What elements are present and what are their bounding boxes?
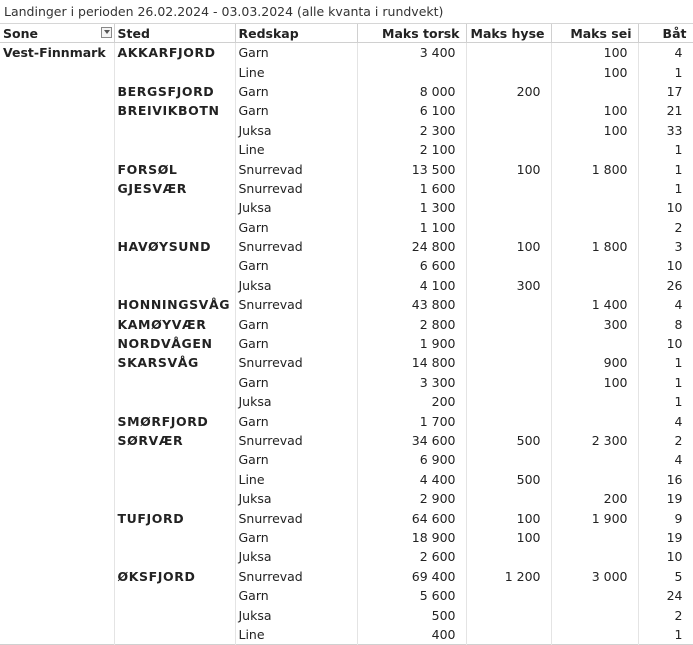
cell-sone[interactable] [0, 179, 114, 198]
cell-bat[interactable]: 4 [638, 43, 693, 63]
cell-maks-hyse[interactable] [466, 605, 551, 624]
cell-sted[interactable]: TUFJORD [114, 508, 235, 527]
cell-bat[interactable]: 4 [638, 295, 693, 314]
table-row [0, 373, 693, 392]
cell-maks-torsk[interactable]: 2 900 [357, 489, 466, 508]
cell-bat[interactable]: 4 [638, 450, 693, 469]
cell-maks-sei[interactable] [551, 411, 638, 430]
cell-maks-hyse[interactable] [466, 547, 551, 566]
cell-redskap[interactable]: Garn [235, 101, 357, 120]
cell-sted[interactable]: ØKSFJORD [114, 567, 235, 586]
column-header-maks-hyse[interactable]: Maks hyse [466, 24, 551, 43]
cell-maks-torsk[interactable]: 400 [357, 625, 466, 645]
cell-redskap[interactable]: Garn [235, 256, 357, 275]
cell-sone[interactable] [0, 82, 114, 101]
cell-maks-hyse[interactable] [466, 373, 551, 392]
cell-sone[interactable] [0, 547, 114, 566]
cell-maks-sei[interactable] [551, 256, 638, 275]
cell-maks-hyse[interactable] [466, 392, 551, 411]
cell-maks-hyse[interactable] [466, 121, 551, 140]
cell-sone[interactable] [0, 411, 114, 430]
cell-maks-hyse[interactable] [466, 411, 551, 430]
cell-sone[interactable] [0, 470, 114, 489]
cell-sted[interactable]: FORSØL [114, 159, 235, 178]
cell-bat[interactable]: 10 [638, 198, 693, 217]
cell-redskap[interactable]: Snurrevad [235, 179, 357, 198]
cell-maks-sei[interactable]: 900 [551, 353, 638, 372]
cell-maks-torsk[interactable]: 14 800 [357, 353, 466, 372]
cell-redskap[interactable]: Juksa [235, 198, 357, 217]
table-row [0, 508, 693, 527]
cell-sted[interactable] [114, 586, 235, 605]
table-row [0, 140, 693, 159]
cell-maks-hyse[interactable] [466, 140, 551, 159]
cell-sted[interactable] [114, 198, 235, 217]
cell-bat[interactable]: 1 [638, 353, 693, 372]
cell-maks-hyse[interactable] [466, 586, 551, 605]
cell-maks-torsk[interactable]: 4 400 [357, 470, 466, 489]
table-row [0, 276, 693, 295]
cell-sted[interactable] [114, 373, 235, 392]
table-row [0, 470, 693, 489]
table-row [0, 179, 693, 198]
cell-sted[interactable] [114, 256, 235, 275]
cell-redskap[interactable]: Garn [235, 411, 357, 430]
cell-redskap[interactable]: Juksa [235, 547, 357, 566]
cell-maks-torsk[interactable]: 1 600 [357, 179, 466, 198]
column-header-maks-torsk[interactable]: Maks torsk [357, 24, 466, 43]
cell-maks-sei[interactable]: 2 300 [551, 431, 638, 450]
cell-maks-torsk[interactable]: 3 300 [357, 373, 466, 392]
cell-maks-torsk[interactable]: 34 600 [357, 431, 466, 450]
cell-bat[interactable]: 1 [638, 179, 693, 198]
cell-sone[interactable] [0, 392, 114, 411]
cell-sone[interactable] [0, 431, 114, 450]
cell-sone[interactable] [0, 528, 114, 547]
cell-maks-hyse[interactable] [466, 179, 551, 198]
cell-sone[interactable] [0, 198, 114, 217]
table-row [0, 353, 693, 372]
cell-maks-hyse[interactable] [466, 198, 551, 217]
table-row [0, 625, 693, 645]
cell-maks-sei[interactable]: 100 [551, 62, 638, 81]
cell-redskap[interactable]: Garn [235, 528, 357, 547]
column-header-maks-sei[interactable]: Maks sei [551, 24, 638, 43]
table-body [0, 43, 693, 645]
cell-maks-sei[interactable] [551, 392, 638, 411]
cell-sted[interactable]: HONNINGSVÅG [114, 295, 235, 314]
cell-sone[interactable] [0, 450, 114, 469]
cell-maks-torsk[interactable] [357, 62, 466, 81]
cell-maks-sei[interactable] [551, 586, 638, 605]
cell-maks-hyse[interactable] [466, 101, 551, 120]
cell-bat[interactable]: 4 [638, 411, 693, 430]
cell-maks-hyse[interactable] [466, 62, 551, 81]
cell-maks-sei[interactable] [551, 140, 638, 159]
cell-bat[interactable]: 1 [638, 625, 693, 645]
cell-redskap[interactable]: Snurrevad [235, 431, 357, 450]
cell-maks-hyse[interactable] [466, 489, 551, 508]
cell-maks-sei[interactable]: 1 400 [551, 295, 638, 314]
cell-maks-sei[interactable] [551, 605, 638, 624]
cell-maks-hyse[interactable] [466, 295, 551, 314]
cell-sone[interactable] [0, 605, 114, 624]
cell-bat[interactable]: 1 [638, 62, 693, 81]
cell-maks-sei[interactable]: 200 [551, 489, 638, 508]
cell-redskap[interactable]: Garn [235, 82, 357, 101]
cell-redskap[interactable]: Snurrevad [235, 295, 357, 314]
cell-bat[interactable]: 10 [638, 334, 693, 353]
table-row [0, 237, 693, 256]
column-header-bat[interactable]: Båt [638, 24, 693, 43]
cell-sted[interactable] [114, 218, 235, 237]
cell-redskap[interactable]: Line [235, 470, 357, 489]
filter-icon[interactable] [101, 27, 112, 38]
cell-bat[interactable]: 2 [638, 218, 693, 237]
cell-sted[interactable]: SKARSVÅG [114, 353, 235, 372]
column-header-sone[interactable] [0, 24, 114, 43]
cell-maks-torsk[interactable]: 5 600 [357, 586, 466, 605]
cell-bat[interactable]: 24 [638, 586, 693, 605]
cell-maks-torsk[interactable]: 13 500 [357, 159, 466, 178]
cell-sted[interactable] [114, 276, 235, 295]
cell-maks-sei[interactable]: 3 000 [551, 567, 638, 586]
cell-redskap[interactable]: Line [235, 625, 357, 645]
table-row [0, 43, 693, 63]
cell-redskap[interactable]: Juksa [235, 605, 357, 624]
cell-maks-torsk[interactable]: 2 100 [357, 140, 466, 159]
table-row [0, 605, 693, 624]
cell-bat[interactable]: 19 [638, 489, 693, 508]
cell-maks-hyse[interactable] [466, 353, 551, 372]
cell-maks-torsk[interactable]: 43 800 [357, 295, 466, 314]
cell-maks-torsk[interactable]: 1 300 [357, 198, 466, 217]
report-title: Landinger i perioden 26.02.2024 - 03.03.2024 (alle kvanta i rundvekt) [0, 0, 693, 24]
cell-sone[interactable] [0, 256, 114, 275]
cell-redskap[interactable]: Garn [235, 334, 357, 353]
cell-maks-hyse[interactable]: 200 [466, 82, 551, 101]
cell-sted[interactable] [114, 450, 235, 469]
cell-maks-hyse[interactable] [466, 218, 551, 237]
cell-maks-torsk[interactable]: 1 100 [357, 218, 466, 237]
cell-maks-hyse[interactable]: 100 [466, 159, 551, 178]
cell-sone[interactable] [0, 295, 114, 314]
cell-bat[interactable]: 16 [638, 470, 693, 489]
cell-bat[interactable]: 10 [638, 547, 693, 566]
column-header-redskap[interactable]: Redskap [235, 24, 357, 43]
cell-redskap[interactable]: Snurrevad [235, 353, 357, 372]
cell-sone[interactable] [0, 218, 114, 237]
cell-sted[interactable] [114, 140, 235, 159]
table-row [0, 101, 693, 120]
cell-sted[interactable]: BERGSFJORD [114, 82, 235, 101]
cell-redskap[interactable]: Line [235, 62, 357, 81]
cell-redskap[interactable]: Line [235, 140, 357, 159]
cell-sone[interactable] [0, 625, 114, 645]
cell-sone[interactable] [0, 567, 114, 586]
cell-sted[interactable]: BREIVIKBOTN [114, 101, 235, 120]
table-row [0, 431, 693, 450]
cell-redskap[interactable]: Garn [235, 450, 357, 469]
cell-redskap[interactable]: Garn [235, 586, 357, 605]
cell-maks-sei[interactable]: 1 900 [551, 508, 638, 527]
cell-sted[interactable] [114, 605, 235, 624]
table-row [0, 392, 693, 411]
cell-maks-sei[interactable] [551, 198, 638, 217]
cell-sted[interactable]: SMØRFJORD [114, 411, 235, 430]
cell-bat[interactable]: 17 [638, 82, 693, 101]
cell-sted[interactable] [114, 470, 235, 489]
cell-sted[interactable] [114, 625, 235, 645]
cell-bat[interactable]: 1 [638, 392, 693, 411]
table-row [0, 62, 693, 81]
cell-maks-torsk[interactable]: 6 900 [357, 450, 466, 469]
cell-maks-torsk[interactable]: 1 700 [357, 411, 466, 430]
cell-maks-torsk[interactable]: 3 400 [357, 43, 466, 63]
cell-sone[interactable] [0, 140, 114, 159]
cell-redskap[interactable]: Snurrevad [235, 237, 357, 256]
cell-maks-sei[interactable] [551, 218, 638, 237]
cell-sone[interactable]: Vest-Finnmark [0, 43, 114, 63]
cell-maks-torsk[interactable]: 64 600 [357, 508, 466, 527]
cell-maks-sei[interactable] [551, 276, 638, 295]
cell-sone[interactable] [0, 237, 114, 256]
cell-sone[interactable] [0, 353, 114, 372]
table-row [0, 314, 693, 333]
cell-maks-hyse[interactable]: 500 [466, 470, 551, 489]
cell-sone[interactable] [0, 508, 114, 527]
cell-bat[interactable]: 5 [638, 567, 693, 586]
cell-bat[interactable]: 3 [638, 237, 693, 256]
cell-sted[interactable] [114, 547, 235, 566]
cell-bat[interactable]: 9 [638, 508, 693, 527]
cell-maks-hyse[interactable]: 500 [466, 431, 551, 450]
cell-sone[interactable] [0, 276, 114, 295]
table-row [0, 586, 693, 605]
cell-maks-sei[interactable] [551, 470, 638, 489]
table-row [0, 295, 693, 314]
cell-redskap[interactable]: Snurrevad [235, 508, 357, 527]
cell-bat[interactable]: 1 [638, 373, 693, 392]
cell-maks-hyse[interactable]: 100 [466, 508, 551, 527]
cell-maks-torsk[interactable]: 6 100 [357, 101, 466, 120]
cell-maks-sei[interactable]: 1 800 [551, 237, 638, 256]
cell-maks-sei[interactable] [551, 450, 638, 469]
cell-bat[interactable]: 8 [638, 314, 693, 333]
cell-maks-hyse[interactable] [466, 450, 551, 469]
cell-bat[interactable]: 26 [638, 276, 693, 295]
cell-maks-sei[interactable] [551, 547, 638, 566]
cell-sted[interactable] [114, 62, 235, 81]
cell-maks-torsk[interactable]: 69 400 [357, 567, 466, 586]
cell-sone[interactable] [0, 334, 114, 353]
cell-maks-hyse[interactable] [466, 256, 551, 275]
cell-maks-torsk[interactable]: 200 [357, 392, 466, 411]
cell-sone[interactable] [0, 159, 114, 178]
cell-sted[interactable]: KAMØYVÆR [114, 314, 235, 333]
cell-maks-sei[interactable]: 100 [551, 43, 638, 63]
cell-redskap[interactable]: Garn [235, 43, 357, 63]
cell-sted[interactable]: AKKARFJORD [114, 43, 235, 63]
table-row [0, 334, 693, 353]
cell-maks-sei[interactable] [551, 528, 638, 547]
cell-sted[interactable]: SØRVÆR [114, 431, 235, 450]
cell-sone[interactable] [0, 314, 114, 333]
cell-bat[interactable]: 2 [638, 431, 693, 450]
cell-sted[interactable]: HAVØYSUND [114, 237, 235, 256]
header-row [0, 24, 693, 43]
table-row [0, 411, 693, 430]
cell-maks-sei[interactable] [551, 179, 638, 198]
cell-redskap[interactable]: Juksa [235, 276, 357, 295]
cell-redskap[interactable]: Juksa [235, 392, 357, 411]
cell-sted[interactable] [114, 121, 235, 140]
cell-maks-sei[interactable]: 100 [551, 373, 638, 392]
cell-maks-hyse[interactable]: 300 [466, 276, 551, 295]
cell-maks-hyse[interactable] [466, 314, 551, 333]
cell-maks-hyse[interactable] [466, 625, 551, 645]
cell-redskap[interactable]: Garn [235, 218, 357, 237]
cell-bat[interactable]: 19 [638, 528, 693, 547]
table-row [0, 218, 693, 237]
cell-sone[interactable] [0, 489, 114, 508]
cell-maks-sei[interactable]: 100 [551, 121, 638, 140]
cell-maks-torsk[interactable]: 2 300 [357, 121, 466, 140]
cell-maks-sei[interactable] [551, 82, 638, 101]
cell-maks-hyse[interactable] [466, 43, 551, 63]
table-row [0, 567, 693, 586]
cell-maks-torsk[interactable]: 2 600 [357, 547, 466, 566]
cell-redskap[interactable]: Snurrevad [235, 159, 357, 178]
cell-maks-torsk[interactable]: 4 100 [357, 276, 466, 295]
cell-maks-sei[interactable] [551, 334, 638, 353]
cell-bat[interactable]: 10 [638, 256, 693, 275]
cell-sted[interactable]: GJESVÆR [114, 179, 235, 198]
cell-maks-torsk[interactable]: 1 900 [357, 334, 466, 353]
cell-maks-sei[interactable] [551, 625, 638, 645]
cell-redskap[interactable]: Snurrevad [235, 567, 357, 586]
cell-redskap[interactable]: Garn [235, 373, 357, 392]
cell-maks-hyse[interactable]: 100 [466, 237, 551, 256]
cell-maks-sei[interactable]: 300 [551, 314, 638, 333]
landings-table [0, 24, 693, 645]
cell-sone[interactable] [0, 373, 114, 392]
cell-bat[interactable]: 2 [638, 605, 693, 624]
cell-maks-torsk[interactable]: 24 800 [357, 237, 466, 256]
cell-maks-hyse[interactable]: 1 200 [466, 567, 551, 586]
cell-redskap[interactable]: Juksa [235, 489, 357, 508]
cell-maks-torsk[interactable]: 6 600 [357, 256, 466, 275]
table-row [0, 82, 693, 101]
cell-maks-torsk[interactable]: 500 [357, 605, 466, 624]
cell-maks-sei[interactable]: 1 800 [551, 159, 638, 178]
column-header-sted[interactable]: Sted [114, 24, 235, 43]
cell-sted[interactable] [114, 489, 235, 508]
cell-redskap[interactable]: Juksa [235, 121, 357, 140]
table-row [0, 121, 693, 140]
cell-maks-torsk[interactable]: 2 800 [357, 314, 466, 333]
cell-maks-hyse[interactable] [466, 334, 551, 353]
table-row [0, 547, 693, 566]
table-row [0, 450, 693, 469]
cell-maks-torsk[interactable]: 8 000 [357, 82, 466, 101]
cell-redskap[interactable]: Garn [235, 314, 357, 333]
cell-sted[interactable]: NORDVÅGEN [114, 334, 235, 353]
table-row [0, 159, 693, 178]
table-row [0, 528, 693, 547]
cell-sone[interactable] [0, 586, 114, 605]
cell-sone[interactable] [0, 121, 114, 140]
cell-bat[interactable]: 33 [638, 121, 693, 140]
cell-bat[interactable]: 1 [638, 159, 693, 178]
table-row [0, 256, 693, 275]
cell-bat[interactable]: 1 [638, 140, 693, 159]
cell-sted[interactable] [114, 528, 235, 547]
cell-maks-torsk[interactable]: 18 900 [357, 528, 466, 547]
cell-maks-sei[interactable]: 100 [551, 101, 638, 120]
cell-sted[interactable] [114, 392, 235, 411]
table-row [0, 198, 693, 217]
column-header-sone-label: Sone [3, 25, 38, 41]
cell-sone[interactable] [0, 62, 114, 81]
table-row [0, 489, 693, 508]
cell-sone[interactable] [0, 101, 114, 120]
cell-maks-hyse[interactable]: 100 [466, 528, 551, 547]
cell-bat[interactable]: 21 [638, 101, 693, 120]
